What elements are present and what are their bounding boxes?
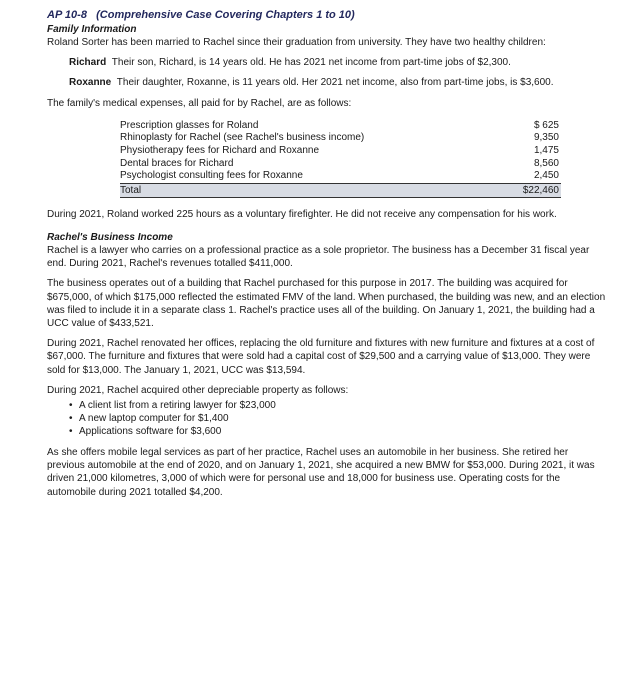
table-row: [120, 158, 561, 171]
table-row: [120, 132, 561, 145]
expense-label: Psychologist consulting fees for Roxanne: [120, 170, 501, 183]
business-paragraph-5: As she offers mobile legal services as part of her practice, Rachel uses an automobile in her business. She retired her previous automobile at the end of 2020, and on January 1, 2021, she acquired a new BMW for $53,000. During 2021, it was driven 21,000 kilometres, 3,000 of which were for personal use and 18,000 for business use. Operating costs for the automobile during 2021 totalled $4,200.: [47, 447, 595, 498]
total-amount: $22,460: [501, 183, 561, 197]
expense-amount: $ 625: [533, 119, 559, 131]
total-label: Total: [120, 183, 501, 197]
table-row: [120, 170, 561, 183]
business-paragraph-2: The business operates out of a building that Rachel purchased for this purpose in 2017. The building was acquired for $675,000, of which $175,000 reflected the estimated FMV of the land. When purchased, the building was new, and an election was filed to include it in a separate class 1. Rachel's practice uses all of the building. On January 1, 2021, the building had a UCC value of $433,521.: [47, 278, 606, 329]
problem-code: AP 10-8: [47, 9, 87, 21]
list-item: • Applications software for $3,600: [69, 425, 608, 438]
expense-amount: 1,475: [533, 145, 559, 156]
business-paragraph-1: Rachel is a lawyer who carries on a professional practice as a sole proprietor. The business has a December 31 fiscal year end. During 2021, Rachel's revenues totalled $411,000.: [47, 244, 590, 270]
table-row: [120, 145, 561, 158]
expense-amount: 8,560: [533, 157, 559, 169]
property-list: [47, 399, 608, 438]
table-row: [120, 120, 561, 133]
child-richard: [69, 56, 608, 69]
medical-expenses-table: [120, 120, 561, 198]
expense-label: Rhinoplasty for Rachel (see Rachel's business income): [120, 132, 365, 144]
expense-label: Dental braces for Richard: [120, 157, 234, 169]
expense-amount: 2,450: [501, 170, 561, 183]
business-paragraph-4: During 2021, Rachel acquired other depreciable property as follows:: [47, 384, 349, 396]
problem-title: [47, 9, 608, 22]
list-item: • A new laptop computer for $1,400: [69, 412, 608, 425]
family-intro: Roland Sorter has been married to Rachel since their graduation from university. They have two healthy children:: [47, 37, 546, 48]
business-heading: Rachel's Business Income: [47, 231, 173, 243]
child-name: Roxanne: [69, 77, 112, 89]
business-paragraph-3: During 2021, Rachel renovated her offices, replacing the old furniture and fixtures with new furniture and fixtures at a cost of $67,000. The furniture and fixtures that were sold had a capital cost of $29,500 and a carrying value of $13,000. They were sold for $13,000. The January 1, 2021, UCC was $13,594.: [47, 338, 595, 376]
child-text: Their daughter, Roxanne, is 11 years old. Her 2021 net income, also from part-time jobs, is $3,600.: [116, 77, 554, 89]
medical-intro: The family's medical expenses, all paid for by Rachel, are as follows:: [47, 97, 352, 109]
expense-label: Prescription glasses for Roland: [120, 119, 259, 131]
list-item: • A client list from a retiring lawyer for $23,000: [69, 399, 608, 412]
child-roxanne: [69, 76, 608, 89]
child-name: Richard: [69, 57, 107, 69]
total-row: [120, 183, 561, 197]
expense-amount: 9,350: [533, 132, 559, 144]
family-heading: Family Information: [47, 24, 137, 35]
expense-label: Physiotherapy fees for Richard and Roxanne: [120, 145, 320, 156]
firefighter-paragraph: During 2021, Roland worked 225 hours as a voluntary firefighter. He did not receive any compensation for his work.: [47, 208, 557, 220]
child-text: Their son, Richard, is 14 years old. He has 2021 net income from part-time jobs of $2,300.: [111, 57, 511, 69]
problem-subtitle: (Comprehensive Case Covering Chapters 1 to 10): [96, 9, 355, 21]
